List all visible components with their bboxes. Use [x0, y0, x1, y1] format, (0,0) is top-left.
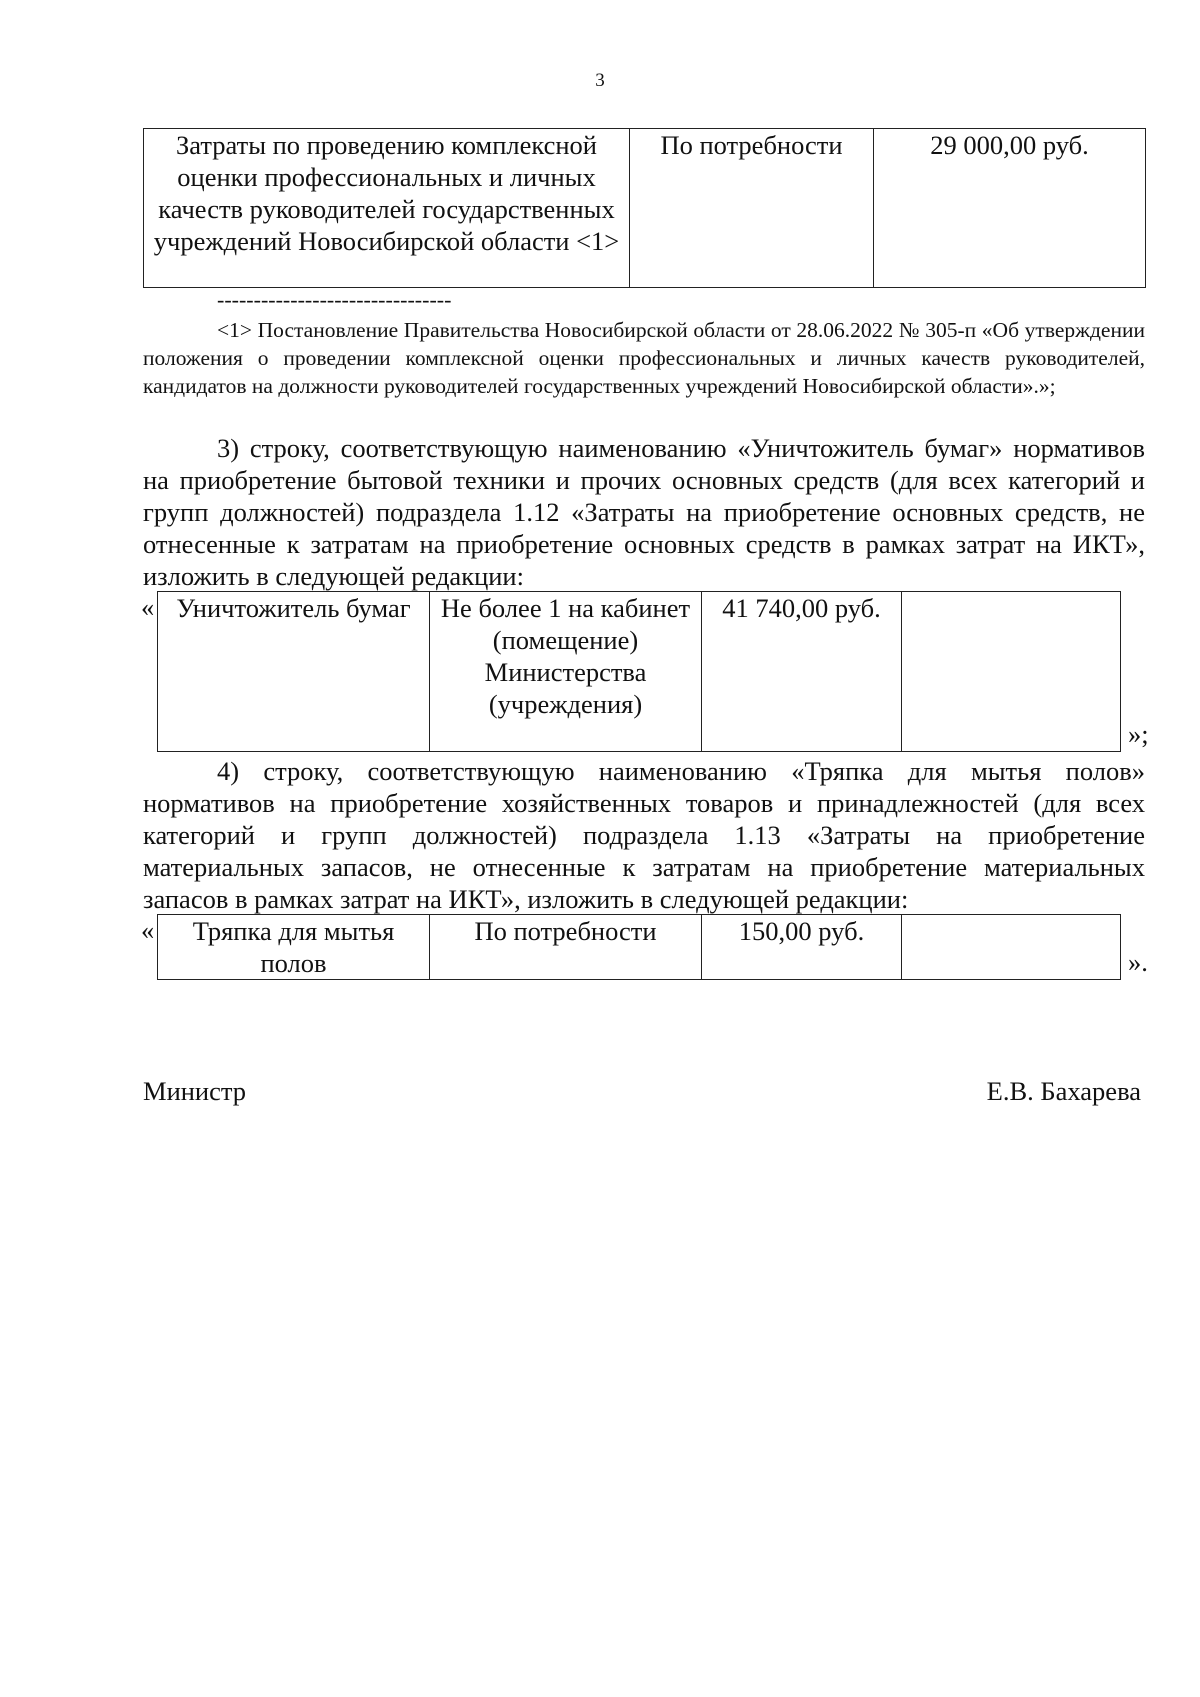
- table-cell-name: Уничтожитель бумаг: [158, 592, 430, 752]
- page-number: 3: [595, 70, 605, 91]
- signature-title: Министр: [143, 1076, 247, 1106]
- table-cell-quantity: Не более 1 на кабинет (помещение) Министерства (учреждения): [430, 592, 702, 752]
- table-row: [144, 129, 1146, 288]
- table-cell-name: Затраты по проведению комплексной оценки профессиональных и личных качеств руководителей государственных учреждений Новосибирской области <1>: [144, 129, 630, 288]
- rag-table: [157, 914, 1121, 980]
- close-quote: ».: [1128, 947, 1148, 977]
- shredder-table: [157, 591, 1121, 752]
- table-cell-empty: [902, 592, 1121, 752]
- footnote-separator: --------------------------------: [217, 287, 452, 312]
- footnote-text: <1> Постановление Правительства Новосибирской области от 28.06.2022 № 305-п «Об утверждении положения о проведении комплексной оценки профессиональных и личных качеств руководителей, кандидатов на должности руководителей государственных учреждений Новосибирской области».»;: [143, 318, 1145, 398]
- table-cell-price: 150,00 руб.: [702, 915, 902, 980]
- cost-table-top: [143, 128, 1146, 288]
- paragraph-4: 4) строку, соответствующую наименованию «Тряпка для мытья полов» нормативов на приобретение хозяйственных товаров и принадлежностей (для всех категорий и групп должностей) подраздела 1.13 «Затраты на приобретение материальных запасов, не отнесенные к затратам на приобретение материальных запасов в рамках затрат на ИКТ», изложить в следующей редакции:: [143, 756, 1145, 914]
- signature-name: Е.В. Бахарева: [986, 1076, 1141, 1106]
- table-cell-price: 41 740,00 руб.: [702, 592, 902, 752]
- table-row: [158, 592, 1121, 752]
- table-cell-empty: [902, 915, 1121, 980]
- table-row: [158, 915, 1121, 980]
- table-cell-name: Тряпка для мытья полов: [158, 915, 430, 980]
- table-cell-quantity: По потребности: [430, 915, 702, 980]
- open-quote: «: [141, 915, 155, 945]
- table-cell-quantity: По потребности: [630, 129, 874, 288]
- close-quote: »;: [1128, 719, 1149, 749]
- table-cell-price: 29 000,00 руб.: [874, 129, 1146, 288]
- open-quote: «: [141, 592, 155, 622]
- paragraph-3: 3) строку, соответствующую наименованию «Уничтожитель бумаг» нормативов на приобретение бытовой техники и прочих основных средств (для всех категорий и групп должностей) подраздела 1.12 «Затраты на приобретение основных средств, не отнесенные к затратам на приобретение основных средств в рамках затрат на ИКТ», изложить в следующей редакции:: [143, 433, 1145, 591]
